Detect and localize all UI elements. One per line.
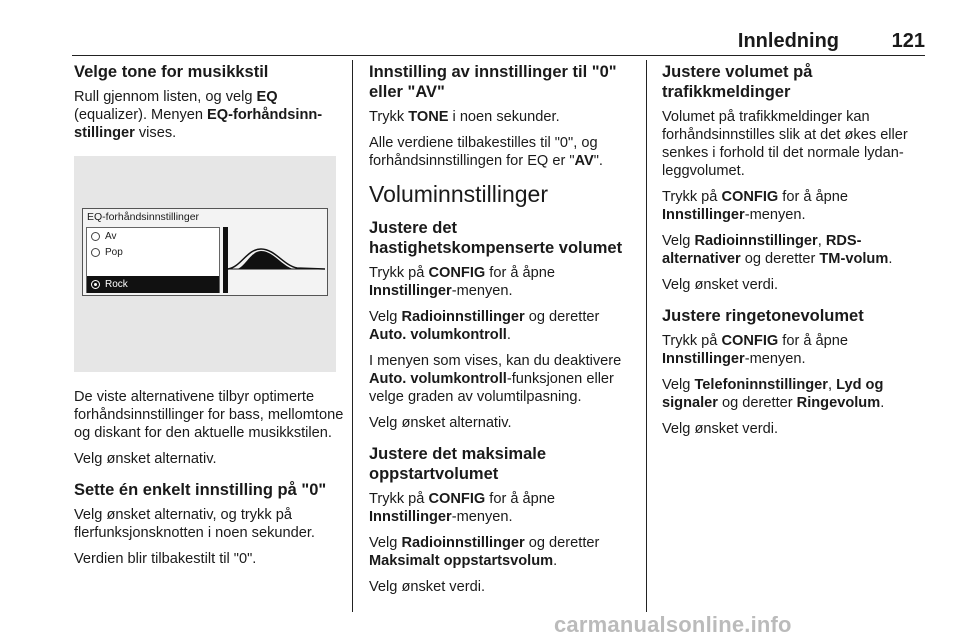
text: . <box>888 251 893 267</box>
text: Velg <box>662 233 695 249</box>
paragraph <box>369 308 631 344</box>
eq-display <box>82 208 328 296</box>
text: og deretter <box>524 535 600 551</box>
keyword: Telefoninnstillinger <box>694 377 828 393</box>
text: -menyen. <box>744 351 806 367</box>
text: Velg <box>662 377 695 393</box>
text: Rull gjennom listen, og velg <box>74 89 257 105</box>
heading-ringtone-volume: Justere ringetonevolumet <box>662 307 864 325</box>
keyword: AV <box>574 153 594 169</box>
text: Velg <box>369 309 402 325</box>
radio-icon <box>91 248 100 257</box>
paragraph: Volumet på trafikkmeldinger kan forhåndsinnstilles slik at det økes eller senkes i forhold til det normale lydanleggvolumet. <box>662 109 908 179</box>
text: -funksjonen eller velge graden av volumtilpasning. <box>369 371 614 405</box>
keyword: TM-volum <box>819 251 889 267</box>
section-title: Innledning <box>737 30 839 52</box>
keyword: Auto. volumkontroll <box>369 371 507 387</box>
text: for å åpne <box>485 491 556 507</box>
keyword: RDS-alternativer <box>662 233 862 267</box>
paragraph <box>369 108 631 126</box>
eq-screen-figure <box>74 156 336 372</box>
header-rule <box>72 55 925 56</box>
paragraph <box>74 88 344 142</box>
text: og deretter <box>717 395 797 411</box>
paragraph: Velg ønsket alternativ, og trykk på flerfunksjonsknotten i noen sekunder. <box>74 507 315 541</box>
text: . <box>880 395 885 411</box>
keyword: CONFIG <box>721 333 779 349</box>
text: ". <box>593 153 603 169</box>
paragraph: Velg ønsket verdi. <box>662 421 778 437</box>
text: Trykk på <box>662 333 722 349</box>
text: (equalizer). Menyen <box>74 107 208 123</box>
keyword: Innstillinger <box>662 351 745 367</box>
keyword: TONE <box>408 109 449 125</box>
option-label: Rock <box>105 279 128 290</box>
heading-reset: Innstilling av innstillinger til "0" eller "AV" <box>369 63 617 101</box>
keyword: EQ <box>256 89 278 105</box>
text: og deretter <box>740 251 820 267</box>
keyword: Innstillinger <box>369 509 452 525</box>
text: . <box>553 553 558 569</box>
paragraph: Verdien blir tilbakestilt til "0". <box>74 551 257 567</box>
paragraph <box>662 188 930 224</box>
keyword: Radioinnstillinger <box>401 535 525 551</box>
heading-single-setting: Sette én enkelt innstilling på "0" <box>74 481 327 499</box>
text: , <box>817 233 826 249</box>
radio-icon <box>91 232 100 241</box>
column-divider <box>352 60 353 612</box>
text: og deretter <box>524 309 600 325</box>
text: Trykk <box>369 109 409 125</box>
keyword: Auto. volumkontroll <box>369 327 507 343</box>
text: Alle verdiene tilbakestilles til "0", og forhåndsinnstillingen for EQ er " <box>369 135 598 169</box>
text: for å åpne <box>778 189 849 205</box>
eq-option-list <box>86 227 220 293</box>
column-divider <box>646 60 647 612</box>
watermark: carmanualsonline.info <box>554 612 792 637</box>
text: vises. <box>134 125 177 141</box>
heading-volume-settings: Voluminnstillinger <box>369 181 548 207</box>
heading-traffic-volume: Justere volumet på trafikkmeldinger <box>662 63 813 101</box>
keyword: Radioinnstillinger <box>694 233 818 249</box>
page-number: 121 <box>891 30 925 52</box>
text: for å åpne <box>485 265 556 281</box>
keyword: Lyd og signaler <box>662 377 884 411</box>
paragraph: De viste alternativene tilbyr optimerte forhåndsinnstillinger for bass, mellomtone og diskant for den aktuelle musikkstilen. <box>74 389 344 441</box>
paragraph: Velg ønsket alternativ. <box>369 415 512 431</box>
heading-tone: Velge tone for musikkstil <box>74 63 269 81</box>
paragraph <box>369 352 631 406</box>
keyword: CONFIG <box>721 189 779 205</box>
paragraph: Velg ønsket verdi. <box>662 277 778 293</box>
text: Velg <box>369 535 402 551</box>
radio-selected-icon <box>91 280 100 289</box>
keyword: CONFIG <box>428 265 486 281</box>
eq-curve-graphic <box>223 227 325 293</box>
paragraph <box>662 332 930 368</box>
text: i noen sekunder. <box>448 109 560 125</box>
text: -menyen. <box>744 207 806 223</box>
option-label: Pop <box>105 247 123 258</box>
heading-speed-volume: Justere det hastighetskompenserte volumet <box>369 219 623 257</box>
paragraph <box>662 232 930 268</box>
keyword: CONFIG <box>428 491 486 507</box>
text: -menyen. <box>451 509 513 525</box>
paragraph <box>369 490 631 526</box>
text: Trykk på <box>662 189 722 205</box>
column-2 <box>369 62 631 604</box>
keyword: Maksimalt oppstartsvolum <box>369 553 554 569</box>
eq-option-pop[interactable] <box>87 244 219 261</box>
paragraph: Velg ønsket alternativ. <box>74 451 217 467</box>
eq-option-rock[interactable] <box>87 276 219 293</box>
paragraph <box>369 534 631 570</box>
text: I menyen som vises, kan du deaktivere <box>369 353 622 369</box>
paragraph: Velg ønsket verdi. <box>369 579 485 595</box>
heading-max-volume: Justere det maksimale oppstartvolumet <box>369 445 547 483</box>
column-3 <box>662 62 930 446</box>
keyword: Ringevolum <box>796 395 881 411</box>
text: Trykk på <box>369 265 429 281</box>
option-label: Av <box>105 231 117 242</box>
text: , <box>827 377 837 393</box>
eq-option-av[interactable] <box>87 228 219 245</box>
keyword: Innstillinger <box>662 207 745 223</box>
keyword: Radioinnstillinger <box>401 309 525 325</box>
paragraph <box>662 376 930 412</box>
keyword: Innstillinger <box>369 283 452 299</box>
eq-display-title: EQ-forhåndsinnstillinger <box>87 211 200 223</box>
paragraph <box>369 264 631 300</box>
text: Trykk på <box>369 491 429 507</box>
paragraph <box>369 134 631 170</box>
text: for å åpne <box>778 333 849 349</box>
text: . <box>506 327 511 343</box>
keyword: EQ-forhåndsinnstillinger <box>74 107 323 141</box>
page-header <box>72 20 925 56</box>
text: -menyen. <box>451 283 513 299</box>
column-1 <box>74 62 344 576</box>
